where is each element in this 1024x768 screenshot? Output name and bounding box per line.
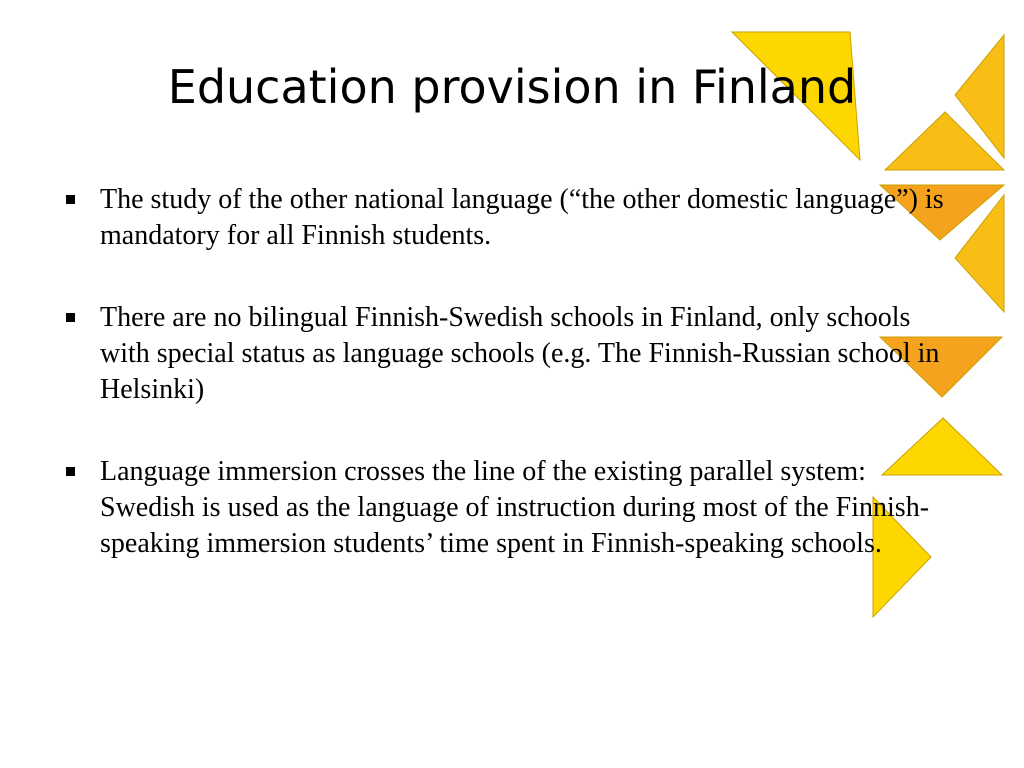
- bullet-item: [62, 182, 952, 254]
- bullet-list: [62, 182, 952, 608]
- bullet-square-icon: [66, 195, 75, 204]
- bullet-text: There are no bilingual Finnish-Swedish schools in Finland, only schools with special status as language schools (e.g. The Finnish-Russian school in Helsinki): [100, 302, 940, 405]
- bullet-text: Language immersion crosses the line of the existing parallel system: Swedish is used as the language of instruction during most of the Finnish-speaking immersion students’ time spent in Finnish-speaking schools.: [100, 456, 930, 559]
- bullet-item: [62, 300, 952, 408]
- bullet-text: The study of the other national language (“the other domestic language”) is mandatory for all Finnish students.: [100, 184, 944, 251]
- bullet-square-icon: [66, 313, 75, 322]
- bullet-square-icon: [66, 467, 75, 476]
- slide-title: Education provision in Finland: [167, 60, 857, 114]
- bullet-item: [62, 454, 952, 562]
